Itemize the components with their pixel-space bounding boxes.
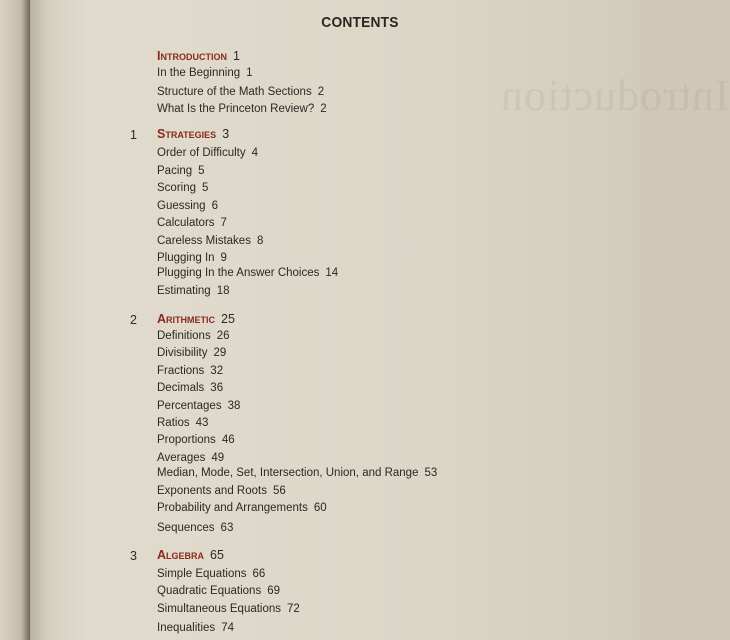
toc-entry — [157, 236, 263, 248]
toc-entry — [157, 148, 258, 160]
toc-entry-label: Careless Mistakes — [157, 235, 251, 247]
toc-entry-label: Probability and Arrangements — [157, 502, 308, 514]
toc-entry — [157, 604, 300, 616]
toc-entry — [157, 166, 205, 178]
page-title: CONTENTS — [321, 14, 399, 31]
toc-entry-label: Pacing — [157, 165, 193, 177]
toc-entry-label: In the Beginning — [157, 67, 241, 79]
toc-entry — [157, 268, 338, 280]
toc-entry-label: Exponents and Roots — [157, 485, 267, 497]
toc-entry-label: Order of Difficulty — [157, 147, 246, 159]
chapter-number: 1 — [130, 128, 137, 142]
toc-entry-label: Averages — [157, 452, 206, 464]
toc-entry — [157, 523, 233, 535]
toc-entry-page: 72 — [287, 603, 300, 615]
toc-entry-label: Median, Mode, Set, Intersection, Union, and Range — [157, 467, 419, 479]
toc-entry — [157, 468, 437, 480]
toc-entry-page: 8 — [256, 235, 264, 247]
intro-heading — [157, 50, 240, 63]
toc-entry-page: 49 — [211, 452, 225, 464]
show-through-text: Introduction — [500, 71, 730, 120]
toc-entry — [157, 183, 208, 195]
toc-entry — [157, 486, 286, 498]
toc-entry — [157, 331, 230, 343]
toc-entry-page: 7 — [220, 217, 227, 229]
toc-entry — [157, 286, 229, 298]
chapter-heading — [157, 128, 229, 141]
toc-entry-page: 66 — [252, 568, 266, 580]
toc-entry-page: 2 — [317, 86, 325, 98]
toc-entry-page: 5 — [202, 182, 209, 194]
chapter-heading-label: Arithmetic — [157, 312, 216, 326]
toc-entry-page: 26 — [216, 330, 230, 342]
toc-entry — [157, 253, 227, 265]
toc-entry-label: Ratios — [157, 417, 190, 429]
toc-entry-page: 69 — [267, 585, 280, 597]
chapter-heading-label: Strategies — [157, 127, 217, 141]
toc-entry-page: 14 — [325, 267, 339, 279]
intro-heading-page: 1 — [232, 49, 240, 63]
toc-entry — [157, 218, 227, 230]
toc-entry — [157, 201, 218, 213]
toc-entry-label: Divisibility — [157, 347, 208, 359]
book-page — [30, 0, 730, 640]
toc-entry — [157, 623, 234, 635]
toc-entry — [157, 418, 208, 430]
toc-entry-page: 36 — [210, 382, 224, 394]
toc-entry-label: Structure of the Math Sections — [157, 86, 312, 98]
toc-entry — [157, 348, 226, 360]
toc-entry — [157, 401, 240, 413]
toc-entry-page: 56 — [272, 485, 286, 497]
chapter-heading — [157, 313, 235, 326]
toc-entry-page: 1 — [246, 67, 253, 79]
toc-entry — [157, 87, 324, 99]
toc-entry-page: 29 — [213, 347, 227, 359]
chapter-heading — [157, 549, 224, 562]
toc-entry-label: Fractions — [157, 365, 205, 377]
toc-entry-label: Simultaneous Equations — [157, 603, 282, 615]
toc-entry — [157, 586, 280, 598]
chapter-number: 3 — [130, 549, 137, 563]
toc-entry-label: Sequences — [157, 522, 215, 534]
toc-entry-label: Proportions — [157, 434, 216, 446]
toc-entry-label: Inequalities — [157, 622, 216, 634]
toc-entry-page: 43 — [195, 417, 209, 429]
toc-entry — [157, 68, 253, 80]
chapter-heading-page: 25 — [221, 312, 235, 326]
toc-entry-label: Estimating — [157, 285, 211, 297]
toc-entry-label: Decimals — [157, 382, 205, 394]
toc-entry-label: Plugging In — [157, 252, 215, 264]
toc-entry-page: 32 — [210, 365, 224, 377]
toc-entry-page: 53 — [424, 467, 438, 479]
toc-entry — [157, 503, 327, 515]
toc-entry — [157, 569, 265, 581]
toc-entry-label: Quadratic Equations — [157, 585, 262, 597]
toc-entry-page: 38 — [227, 400, 241, 412]
toc-entry-label: Plugging In the Answer Choices — [157, 267, 320, 279]
toc-entry-label: Calculators — [157, 217, 215, 229]
chapter-heading-label: Algebra — [157, 548, 205, 562]
toc-entry-page: 46 — [221, 434, 235, 446]
facing-page-edge — [0, 0, 30, 640]
toc-entry — [157, 453, 224, 465]
intro-heading-label: Introduction — [157, 49, 227, 63]
toc-entry-page: 5 — [198, 165, 205, 177]
toc-entry-label: What Is the Princeton Review? — [157, 103, 315, 115]
chapter-heading-page: 65 — [210, 548, 224, 562]
chapter-heading-page: 3 — [222, 127, 230, 141]
table-of-contents — [30, 0, 640, 640]
toc-entry-page: 2 — [320, 103, 327, 115]
chapter-number: 2 — [130, 313, 137, 327]
toc-entry-label: Scoring — [157, 182, 196, 194]
toc-entry — [157, 366, 223, 378]
toc-entry-label: Definitions — [157, 330, 211, 342]
toc-entry-label: Percentages — [157, 400, 222, 412]
toc-entry — [157, 435, 235, 447]
toc-entry-page: 60 — [313, 502, 327, 514]
toc-entry — [157, 104, 327, 116]
toc-entry-page: 4 — [251, 147, 259, 159]
toc-entry-page: 9 — [220, 252, 227, 264]
toc-entry-page: 74 — [221, 622, 234, 634]
toc-entry-page: 6 — [211, 200, 218, 212]
toc-entry — [157, 383, 223, 395]
toc-entry-label: Simple Equations — [157, 568, 247, 580]
toc-entry-page: 18 — [216, 285, 230, 297]
toc-entry-label: Guessing — [157, 200, 206, 212]
toc-entry-page: 63 — [220, 522, 234, 534]
